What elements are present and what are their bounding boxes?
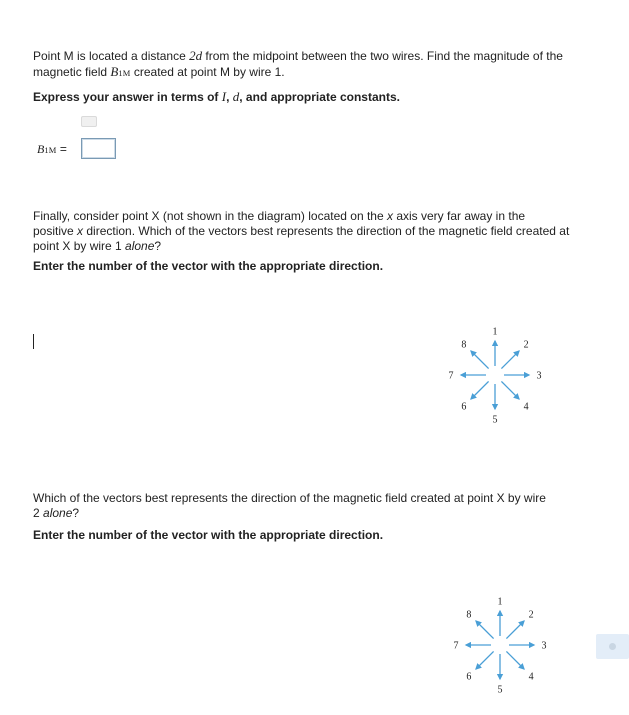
vector-label-8: 8 — [466, 609, 472, 621]
vector-label-3: 3 — [541, 640, 547, 652]
vector-arrow-8 — [476, 621, 494, 639]
vector-diagram-1 — [440, 315, 550, 433]
vector-diagram-2 — [445, 585, 555, 703]
vector-label-1: 1 — [492, 326, 498, 338]
vector-label-4: 4 — [523, 401, 529, 413]
var-I: I — [221, 89, 227, 104]
vector-label-5: 5 — [492, 414, 498, 426]
question-part2-text: Finally, consider point X (not shown in the diagram) located on the x axis very far away in the positive x direction. Which of the vectors best represents the direction of the magnetic field created at point X by wire 1 alone? — [33, 209, 570, 253]
dot-icon — [609, 643, 616, 650]
vector-arrow-4 — [506, 651, 524, 669]
question-part3-text: Which of the vectors best represents the direction of the magnetic field created at point X by wire 2 alone? — [33, 491, 546, 520]
answer-label: B1M = — [37, 142, 67, 156]
vector-label-4: 4 — [528, 671, 534, 683]
text-segment: Point M is located a distance — [33, 49, 190, 63]
vector-label-7: 7 — [453, 640, 459, 652]
vector-arrow-8 — [471, 351, 489, 369]
answer-input-b1m[interactable] — [81, 138, 116, 159]
vector-label-8: 8 — [461, 339, 467, 351]
vector-label-1: 1 — [497, 596, 503, 608]
vector-label-7: 7 — [448, 370, 454, 382]
vector-label-2: 2 — [523, 339, 529, 351]
text-segment: magnetic field — [33, 65, 111, 79]
math-2d: 2d — [189, 48, 203, 63]
text-segment: created at point M by wire 1. — [130, 65, 285, 79]
vector-arrow-2 — [506, 621, 524, 639]
vector-arrow-2 — [501, 351, 519, 369]
text-cursor — [33, 334, 34, 349]
part1-instruction: Express your answer in terms of I, d, and appropriate constants. — [33, 89, 400, 104]
vector-arrow-6 — [471, 381, 489, 399]
text-segment: from the midpoint between the two wires. Find the magnitude of the — [202, 49, 563, 63]
help-button[interactable] — [596, 634, 629, 659]
var-d: d — [232, 89, 240, 104]
vector-label-6: 6 — [461, 401, 467, 413]
vector-label-5: 5 — [497, 684, 503, 696]
vector-label-2: 2 — [528, 609, 534, 621]
part2-instruction: Enter the number of the vector with the appropriate direction. — [33, 259, 384, 273]
part3-instruction: Enter the number of the vector with the appropriate direction. — [33, 528, 384, 542]
field-symbol: B1M — [110, 64, 131, 79]
vector-label-3: 3 — [536, 370, 542, 382]
math-toolbar-button[interactable] — [81, 116, 97, 127]
question-part1-text — [33, 48, 563, 81]
vector-label-6: 6 — [466, 671, 472, 683]
vector-arrow-4 — [501, 381, 519, 399]
vector-arrow-6 — [476, 651, 494, 669]
